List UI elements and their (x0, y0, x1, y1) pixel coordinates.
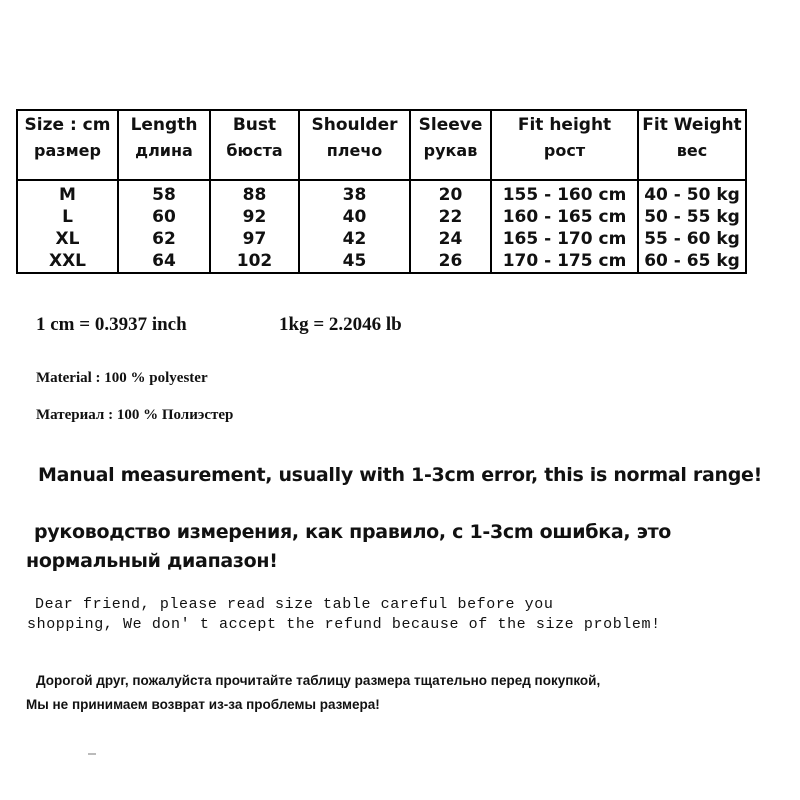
size-table-header-row (17, 110, 746, 180)
cell-bust: 97 (210, 228, 299, 250)
cell-size: XXL (17, 250, 118, 273)
header-length: Length длина (118, 110, 210, 180)
cell-sleeve: 20 (410, 180, 491, 206)
header-shoulder: Shoulder плечо (299, 110, 410, 180)
cell-size: XL (17, 228, 118, 250)
header-sleeve: Sleeve рукав (410, 110, 491, 180)
refund-note-en-2: shopping, We don' t accept the refund because of the size problem! (27, 616, 661, 633)
cell-shoulder: 40 (299, 206, 410, 228)
cell-fit-weight: 60 - 65 kg (638, 250, 746, 273)
cell-bust: 88 (210, 180, 299, 206)
kg-lb-conversion: 1kg = 2.2046 lb (279, 314, 402, 335)
cell-shoulder: 42 (299, 228, 410, 250)
cell-bust: 92 (210, 206, 299, 228)
refund-note-en-1: Dear friend, please read size table careful before you (35, 596, 554, 613)
cell-fit-height: 170 - 175 cm (491, 250, 638, 273)
cell-fit-height: 165 - 170 cm (491, 228, 638, 250)
cell-length: 62 (118, 228, 210, 250)
cell-fit-weight: 55 - 60 kg (638, 228, 746, 250)
table-row (17, 228, 746, 250)
refund-note-ru-2: Мы не принимаем возврат из-за проблемы размера! (26, 697, 380, 712)
manual-measurement-note-ru-1: руководство измерения, как правило, с 1-3cm ошибка, это (34, 521, 672, 543)
table-row (17, 250, 746, 273)
table-row (17, 180, 746, 206)
cell-length: 64 (118, 250, 210, 273)
header-size: Size : cm размер (17, 110, 118, 180)
material-en: Material : 100 % polyester (36, 370, 208, 386)
cell-fit-weight: 40 - 50 kg (638, 180, 746, 206)
cell-length: 58 (118, 180, 210, 206)
cell-fit-height: 160 - 165 cm (491, 206, 638, 228)
cell-sleeve: 22 (410, 206, 491, 228)
cell-shoulder: 45 (299, 250, 410, 273)
refund-note-ru-1: Дорогой друг, пожалуйста прочитайте таблицу размера тщательно перед покупкой, (36, 673, 601, 688)
table-row (17, 206, 746, 228)
size-table (16, 109, 747, 274)
cell-shoulder: 38 (299, 180, 410, 206)
manual-measurement-note-ru-2: нормальный диапазон! (26, 550, 278, 572)
header-fit-weight: Fit Weight вес (638, 110, 746, 180)
cell-sleeve: 24 (410, 228, 491, 250)
cell-size: L (17, 206, 118, 228)
cell-sleeve: 26 (410, 250, 491, 273)
cell-bust: 102 (210, 250, 299, 273)
cell-size: M (17, 180, 118, 206)
stray-mark (88, 753, 96, 755)
manual-measurement-note-en: Manual measurement, usually with 1-3cm error, this is normal range! (38, 464, 762, 486)
header-bust: Bust бюста (210, 110, 299, 180)
cm-inch-conversion: 1 cm = 0.3937 inch (36, 314, 187, 335)
header-fit-height: Fit height рост (491, 110, 638, 180)
cell-fit-weight: 50 - 55 kg (638, 206, 746, 228)
cell-length: 60 (118, 206, 210, 228)
material-ru: Материал : 100 % Полиэстер (36, 407, 234, 423)
cell-fit-height: 155 - 160 cm (491, 180, 638, 206)
